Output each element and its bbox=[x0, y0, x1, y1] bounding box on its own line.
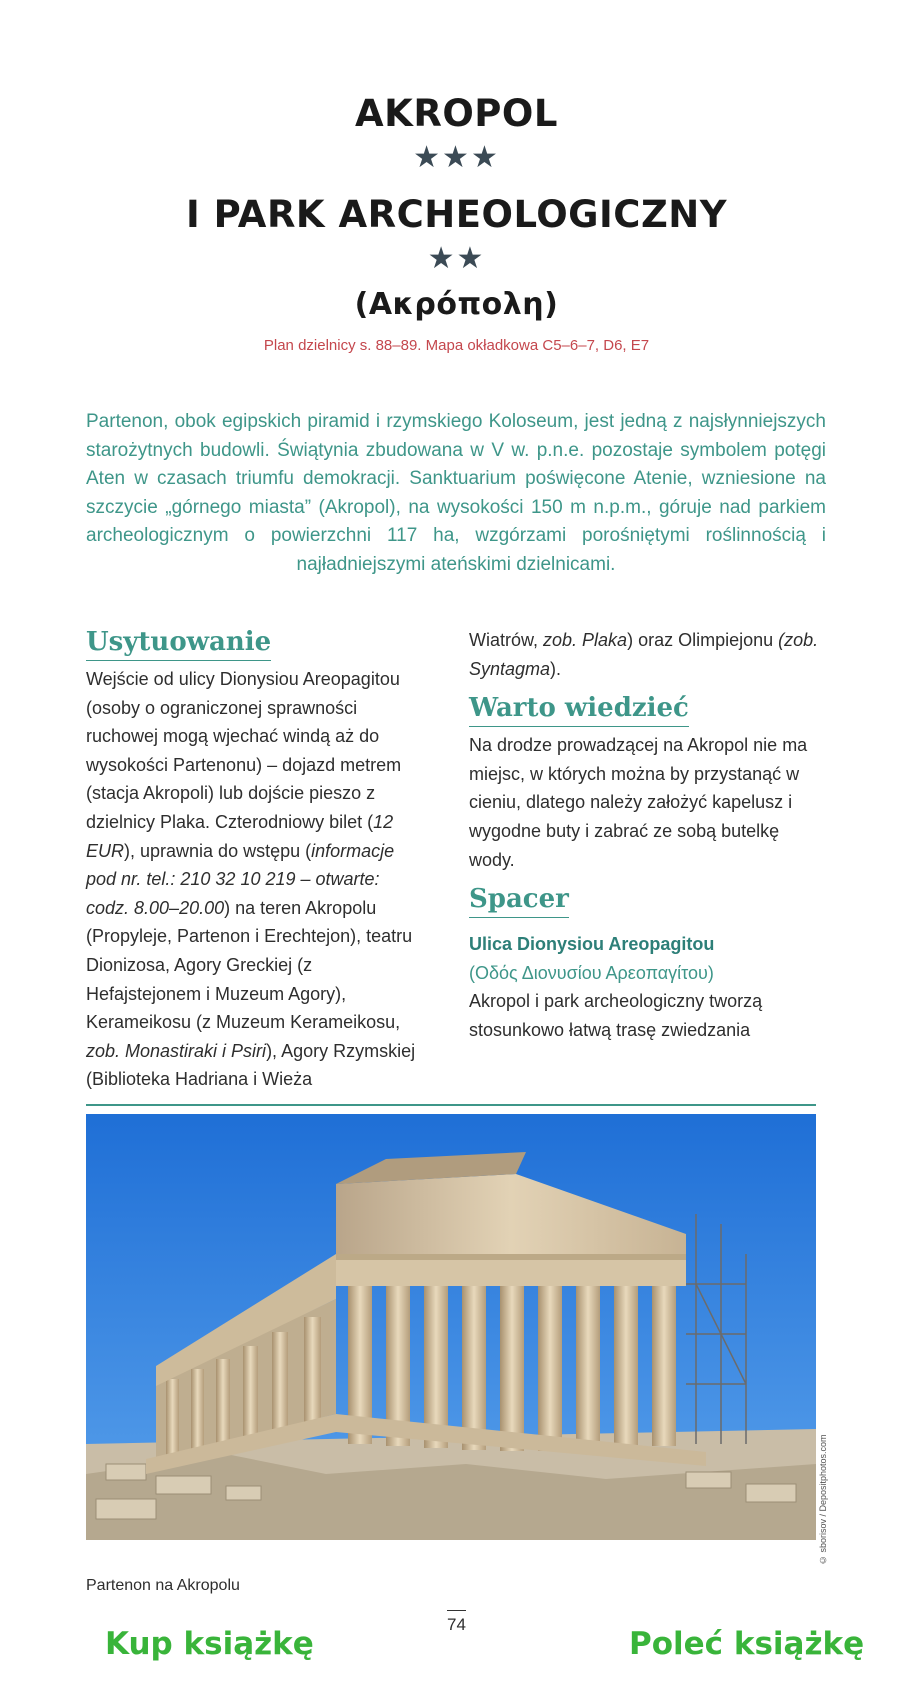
rating-stars: ★★★ bbox=[413, 141, 500, 174]
page-number: 74 bbox=[0, 1610, 913, 1635]
intro-paragraph: Partenon, obok egipskich piramid i rzymskiego Koloseum, jest jedną z najsłynniejszych starożytnych budowli. Świątynia zbudowana w V w. p.n.e. pozostaje symbolem potęgi Aten w czasach triumfu demokracji. Sanktuarium poświęcone Atenie, wzniesione na szczycie „górnego miasta” (Akropol), na wysokości 150 m n.p.m., góruje nad parkiem archeologicznym o powierzchni 117 ha, wzgórzami porośniętymi roślinnością i najładniejszymi ateńskimi dzielnicami. bbox=[86, 411, 826, 575]
divider bbox=[86, 1104, 816, 1106]
street-name-greek: (Οδός Διονυσίου Αρεοπαγίτου) bbox=[469, 962, 714, 983]
heading-walk: Spacer bbox=[469, 882, 569, 918]
column-left bbox=[86, 625, 416, 1094]
page-subtitle: I PARK ARCHEOLOGICZNY bbox=[185, 193, 728, 236]
worth-knowing-text: Na drodze prowadzącej na Akropol nie ma miejsc, w których można by przystanąć w cieniu, dlatego należy założyć kapelusz i wygodne buty i zabrać ze sobą butelkę wody. bbox=[469, 735, 808, 870]
heading-worth-knowing: Warto wiedzieć bbox=[469, 691, 689, 727]
photo-credit: © sborisov / Depositphotos.com bbox=[818, 1434, 828, 1565]
location-text-continued: Wiatrów, zob. Plaka) oraz Olimpiejonu (zob. Syntagma). bbox=[469, 630, 819, 679]
column-right bbox=[469, 626, 821, 1045]
rating-stars-secondary: ★★ bbox=[427, 242, 486, 275]
heading-location: Usytuowanie bbox=[86, 625, 271, 661]
buy-book-link[interactable]: Kup książkę bbox=[105, 1626, 314, 1662]
recommend-book-link[interactable]: Poleć książkę bbox=[629, 1626, 865, 1662]
parthenon-photo bbox=[86, 1114, 816, 1540]
location-text: Wejście od ulicy Dionysiou Areopagitou (osoby o ograniczonej sprawności ruchowej mogą wjechać windą aż do wysokości Partenonu) – dojazd metrem (stacja Akropoli) lub dojście pieszo z dzielnicy Plaka. Czterodniowy bilet (12 EUR), uprawnia do wstępu (informacje pod nr. tel.: 210 32 10 219 – otwarte: codz. 8.00–20.00) na teren Akropolu (Propyleje, Partenon i Erechtejon), teatru Dionizosa, Agory Greckiej (z Hefajstejonem i Muzeum Agory), Kerameikosu (z Muzeum Kerameikosu, zob. Monastiraki i Psiri), Agory Rzymskiej (Biblioteka Hadriana i Wieża bbox=[86, 669, 416, 1090]
map-reference: Plan dzielnicy s. 88–89. Mapa okładkowa C5–6–7, D6, E7 bbox=[263, 337, 650, 354]
photo-caption: Partenon na Akropolu bbox=[86, 1577, 240, 1594]
page-title: AKROPOL bbox=[355, 92, 558, 135]
street-name: Ulica Dionysiou Areopagitou bbox=[469, 934, 715, 955]
walk-text: Akropol i park archeologiczny tworzą stosunkowo łatwą trasę zwiedzania bbox=[469, 991, 763, 1040]
greek-title: (Ακρόπολη) bbox=[354, 287, 559, 322]
